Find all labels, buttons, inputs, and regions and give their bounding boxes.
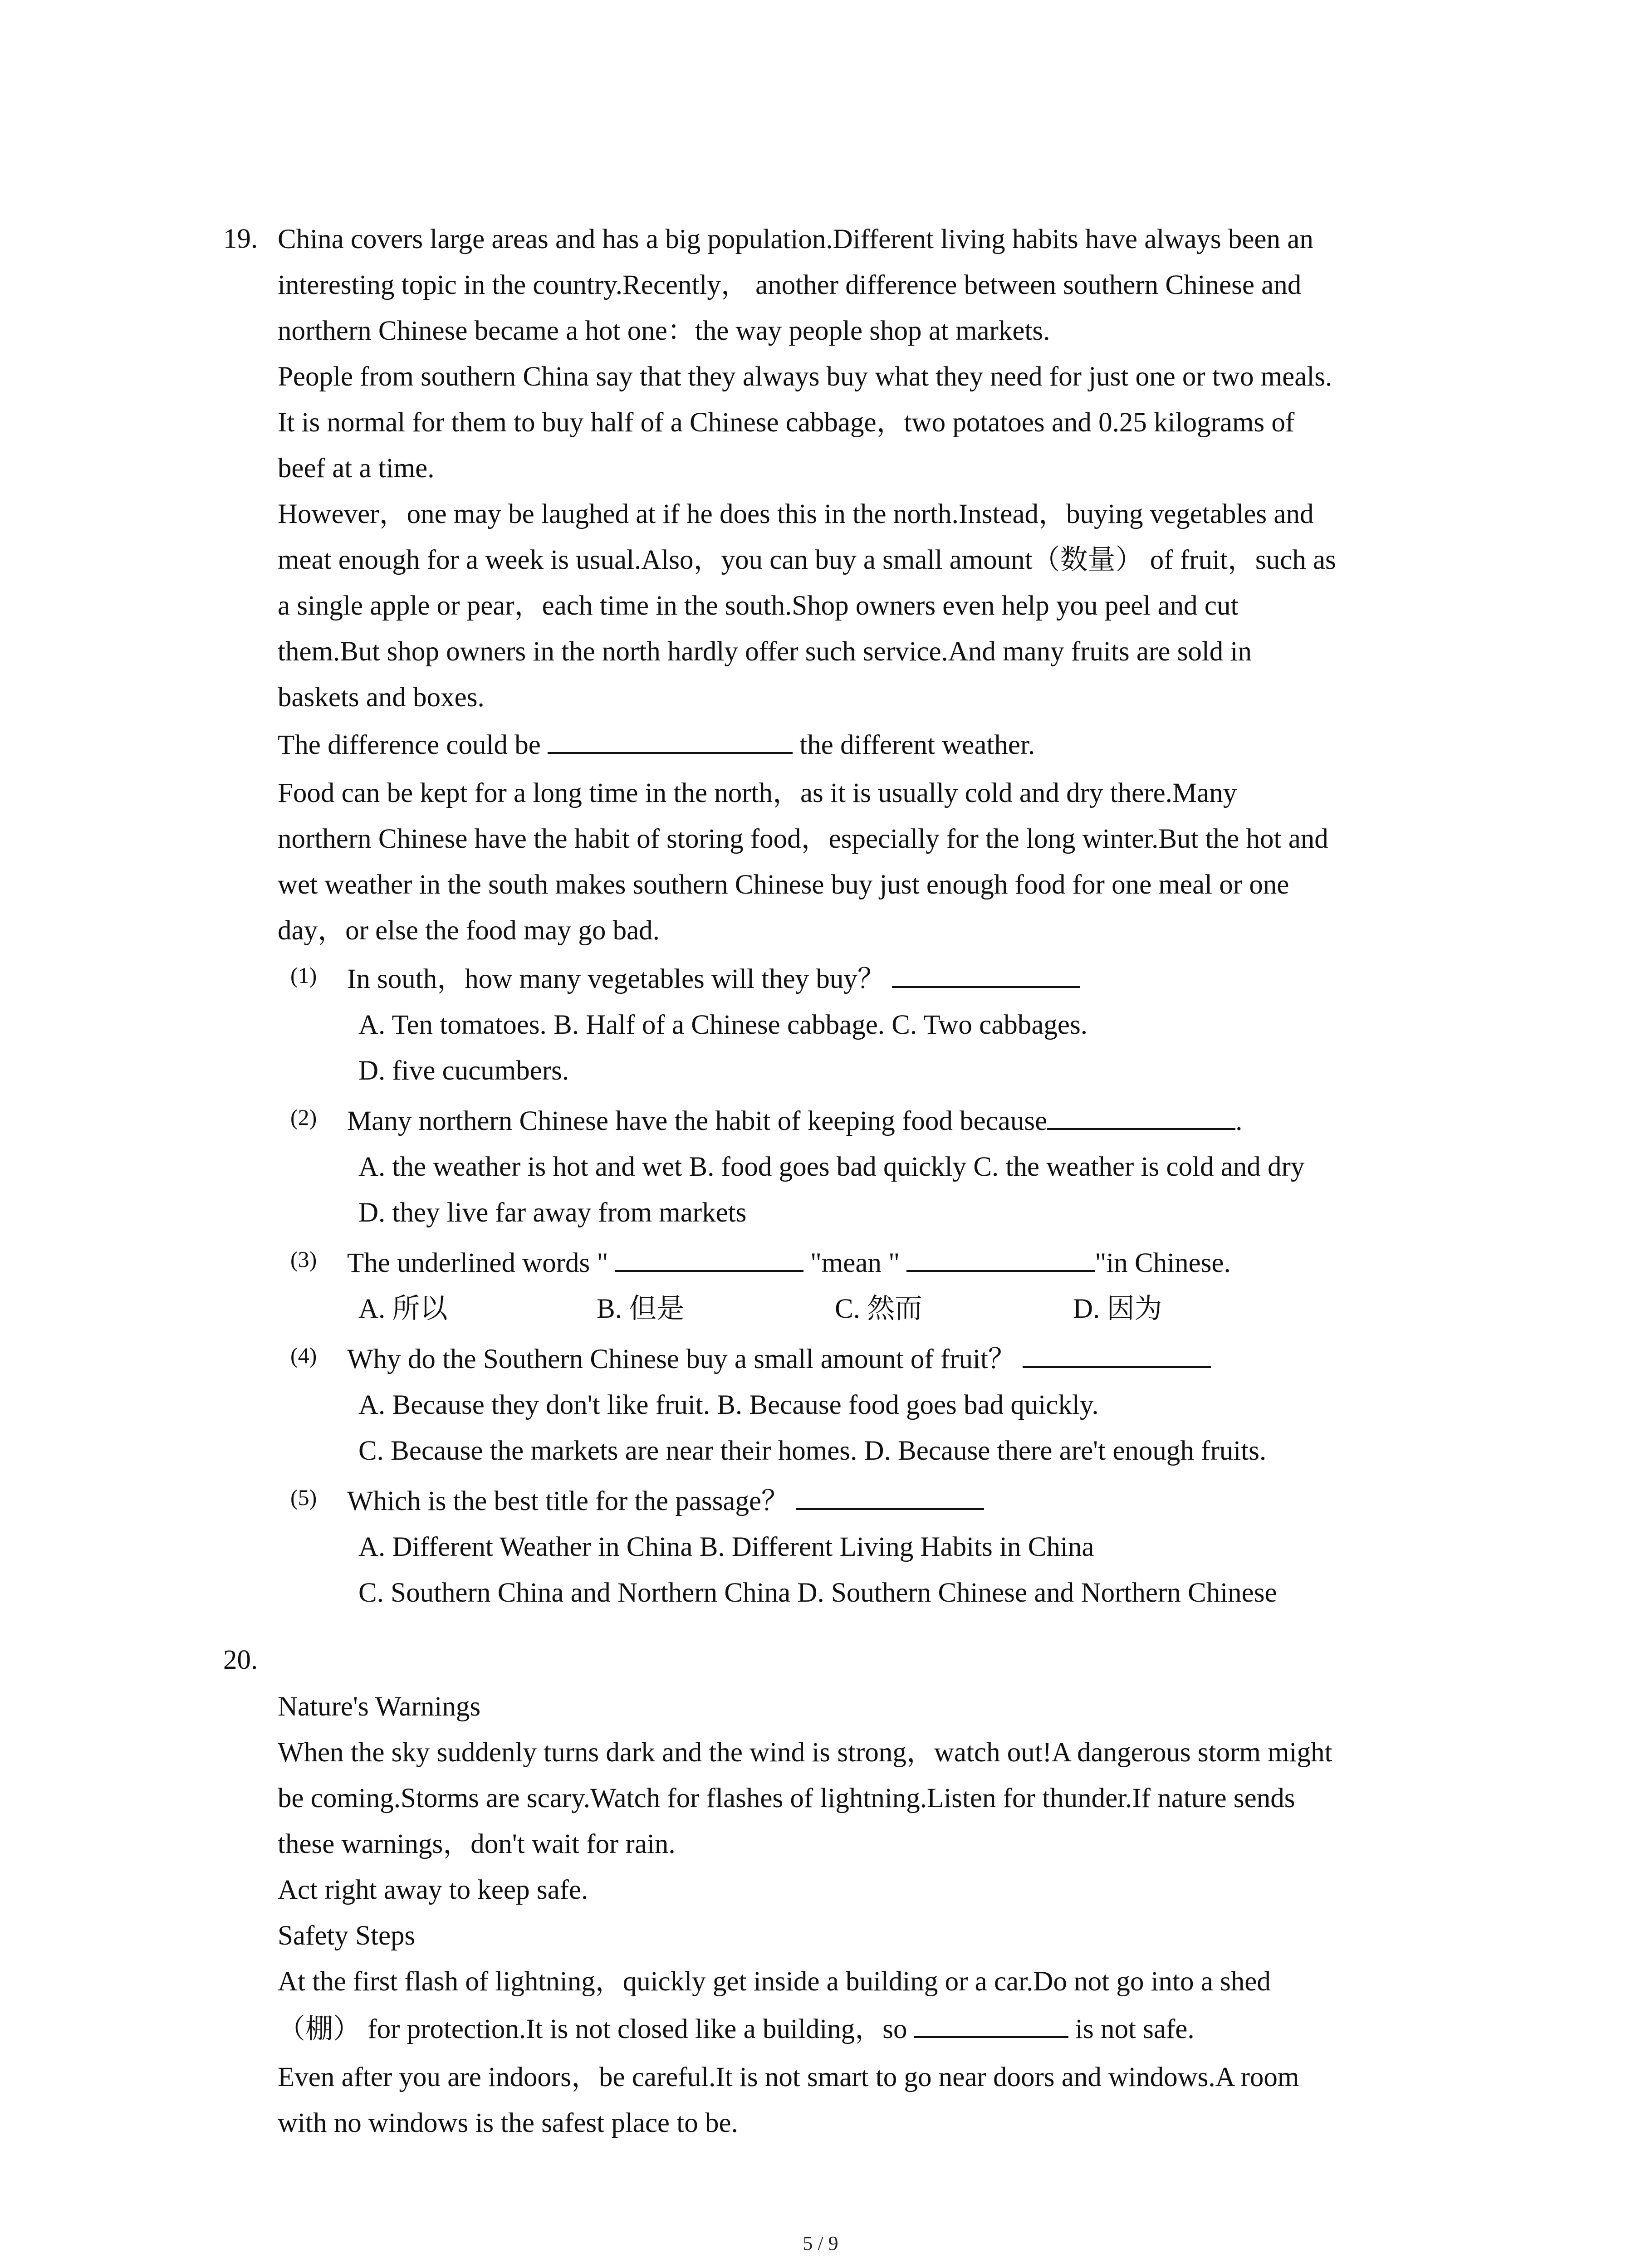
passage-line: wet weather in the south makes southern Chinese buy just enough food for one meal or one — [278, 870, 1289, 900]
passage-line: beef at a time. — [278, 453, 435, 484]
answer-blank[interactable] — [1047, 1102, 1235, 1130]
options — [290, 1382, 1515, 1474]
question-19-number: 19. — [223, 224, 258, 254]
stem-end: . — [1235, 1106, 1243, 1136]
passage-line: People from southern China say that they always buy what they need for just one or two meals. — [278, 362, 1332, 392]
page-number: 5 / 9 — [803, 2232, 838, 2254]
stem-text: Why do the Southern Chinese buy a small amount of fruit？ — [347, 1344, 1023, 1374]
passage-line: When the sky suddenly turns dark and the wind is strong，watch out!A dangerous storm might — [278, 1737, 1332, 1768]
options — [290, 1524, 1515, 1616]
passage-line: them.But shop owners in the north hardly offer such service.And many fruits are sold in — [278, 636, 1252, 667]
passage-line: However，one may be laughed at if he does this in the north.Instead，buying vegetables and — [278, 499, 1314, 529]
question-stem — [290, 1336, 1515, 1382]
stem-text: "mean " — [803, 1248, 907, 1278]
option-text: D. 因为 — [1073, 1294, 1162, 1324]
option-line[interactable]: A. Ten tomatoes. B. Half of a Chinese cabbage. C. Two cabbages. — [358, 1010, 1087, 1040]
passage-line: baskets and boxes. — [278, 682, 485, 713]
option-line[interactable]: D. five cucumbers. — [358, 1056, 569, 1086]
options — [290, 1002, 1515, 1094]
option-line[interactable]: C. Because the markets are near their homes. D. Because there are't enough fruits. — [358, 1436, 1267, 1466]
stem-text: Many northern Chinese have the habit of keeping food because — [347, 1106, 1048, 1136]
sub-question-2 — [290, 1098, 1515, 1236]
sub-question-number: (1) — [290, 963, 317, 988]
option-c[interactable] — [835, 1286, 1073, 1332]
passage-line: It is normal for them to buy half of a Chinese cabbage，two potatoes and 0.25 kilograms of — [278, 407, 1295, 438]
sub-question-number: (5) — [290, 1485, 317, 1510]
answer-blank[interactable] — [548, 726, 793, 754]
passage-line: with no windows is the safest place to be. — [278, 2108, 738, 2138]
option-b[interactable] — [597, 1286, 835, 1332]
option-line[interactable]: A. Because they don't like fruit. B. Because food goes bad quickly. — [358, 1390, 1099, 1420]
options — [290, 1286, 1515, 1332]
question-stem — [290, 1240, 1515, 1286]
option-line[interactable]: D. they live far away from markets — [358, 1198, 747, 1228]
option-line[interactable]: A. Different Weather in China B. Different Living Habits in China — [358, 1532, 1094, 1562]
answer-blank[interactable] — [906, 1244, 1095, 1272]
sentence-part: （棚） for protection.It is not closed like a building，so — [278, 2014, 914, 2044]
sub-question-4 — [290, 1336, 1515, 1474]
stem-text: In south，how many vegetables will they buy？ — [347, 964, 892, 994]
fill-in-sentence — [278, 2004, 1503, 2054]
answer-blank[interactable] — [1023, 1340, 1211, 1368]
option-text: A. 所以 — [358, 1294, 448, 1324]
passage-line: northern Chinese became a hot one：the way people shop at markets. — [278, 316, 1050, 346]
stem-text: The underlined words " — [347, 1248, 615, 1278]
question-stem — [290, 956, 1515, 1002]
passage-heading: Nature's Warnings — [278, 1691, 481, 1722]
answer-blank[interactable] — [796, 1482, 984, 1510]
sentence-part: The difference could be — [278, 730, 548, 760]
question-20-passage — [278, 1684, 1503, 2146]
passage-line: a single apple or pear，each time in the south.Shop owners even help you peel and cut — [278, 591, 1239, 621]
passage-line: northern Chinese have the habit of storing food，especially for the long winter.But the hot and — [278, 824, 1328, 854]
passage-line: China covers large areas and has a big population.Different living habits have always been an — [278, 224, 1313, 254]
sub-question-number: (2) — [290, 1105, 317, 1130]
options — [290, 1144, 1515, 1236]
stem-text: "in Chinese. — [1095, 1248, 1231, 1278]
fill-in-sentence — [278, 720, 1503, 770]
question-20-number: 20. — [223, 1645, 258, 1675]
option-text: B. 但是 — [597, 1294, 685, 1324]
stem-text: Which is the best title for the passage？ — [347, 1486, 796, 1516]
option-d[interactable] — [1073, 1286, 1311, 1332]
passage-line: day，or else the food may go bad. — [278, 915, 660, 946]
sub-question-5 — [290, 1478, 1515, 1616]
option-text: C. 然而 — [835, 1294, 923, 1324]
question-19-passage — [278, 216, 1503, 953]
sub-question-3 — [290, 1240, 1515, 1332]
answer-blank[interactable] — [615, 1244, 803, 1272]
question-stem — [290, 1098, 1515, 1144]
passage-line: interesting topic in the country.Recently， another difference between southern Chinese and — [278, 270, 1302, 300]
sentence-part: the different weather. — [793, 730, 1035, 760]
option-line[interactable]: C. Southern China and Northern China D. Southern Chinese and Northern Chinese — [358, 1578, 1277, 1608]
passage-line: Even after you are indoors，be careful.It is not smart to go near doors and windows.A room — [278, 2062, 1299, 2092]
sentence-part: is not safe. — [1068, 2014, 1195, 2044]
passage-line: meat enough for a week is usual.Also，you can buy a small amount（数量） of fruit，such as — [278, 545, 1336, 575]
option-a[interactable] — [358, 1286, 597, 1332]
answer-blank[interactable] — [892, 960, 1080, 988]
sub-questions — [290, 956, 1515, 1616]
passage-line: be coming.Storms are scary.Watch for flashes of lightning.Listen for thunder.If nature sends — [278, 1783, 1295, 1813]
passage-heading: Safety Steps — [278, 1921, 416, 1951]
sub-question-number: (4) — [290, 1343, 317, 1368]
passage-line: At the first flash of lightning，quickly get inside a building or a car.Do not go into a shed — [278, 1966, 1271, 1997]
sub-question-number: (3) — [290, 1246, 317, 1272]
passage-line: these warnings，don't wait for rain. — [278, 1829, 676, 1859]
answer-blank[interactable] — [914, 2010, 1068, 2038]
passage-line: Act right away to keep safe. — [278, 1875, 588, 1905]
option-line[interactable]: A. the weather is hot and wet B. food goes bad quickly C. the weather is cold and dry — [358, 1152, 1305, 1182]
passage-line: Food can be kept for a long time in the north，as it is usually cold and dry there.Many — [278, 778, 1237, 808]
question-stem — [290, 1478, 1515, 1524]
sub-question-1 — [290, 956, 1515, 1094]
